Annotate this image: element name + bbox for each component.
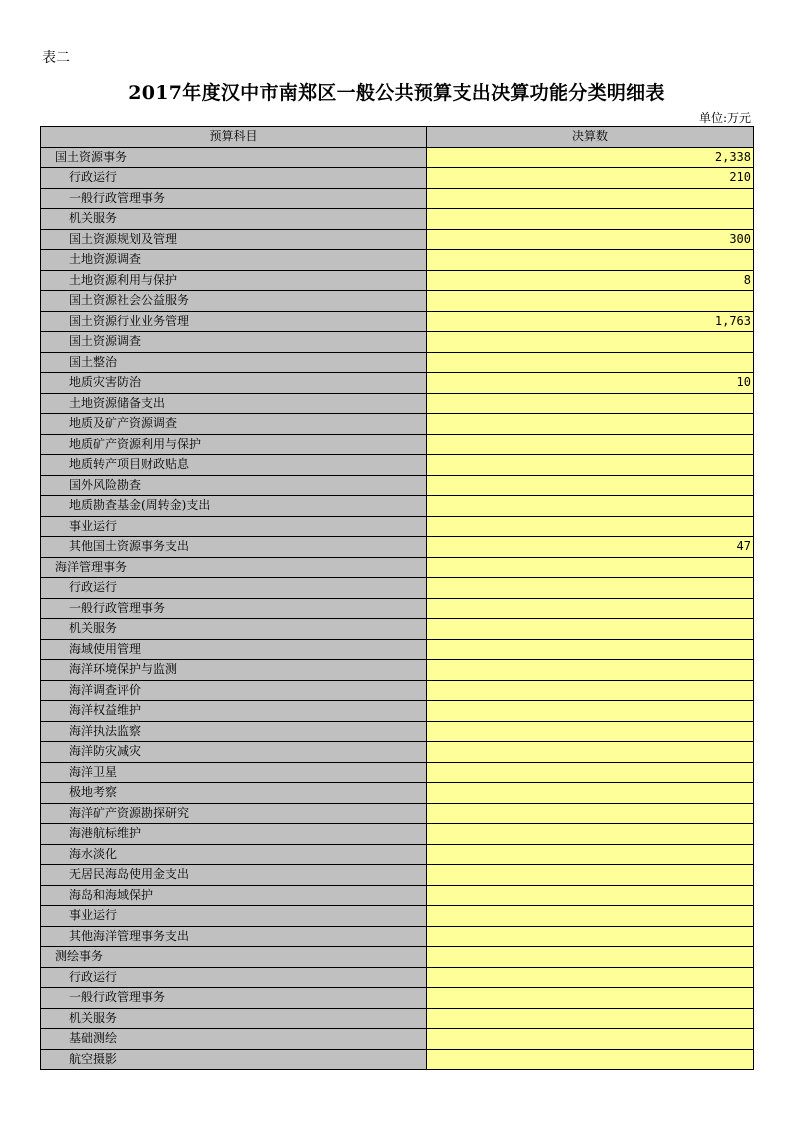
table-row — [41, 844, 754, 865]
table-row — [41, 352, 754, 373]
table-row — [41, 762, 754, 783]
row-amount-cell: 210 — [427, 168, 754, 189]
table-row — [41, 885, 754, 906]
row-subject-cell: 海洋权益维护 — [41, 701, 427, 722]
table-row — [41, 168, 754, 189]
row-subject-cell: 地质及矿产资源调查 — [41, 414, 427, 435]
row-amount-cell — [427, 660, 754, 681]
row-subject-cell: 机关服务 — [41, 1008, 427, 1029]
table-header-row — [41, 127, 754, 148]
row-subject-cell: 机关服务 — [41, 209, 427, 230]
row-subject-cell: 地质勘查基金(周转金)支出 — [41, 496, 427, 517]
row-subject-cell: 国土资源规划及管理 — [41, 229, 427, 250]
row-subject-cell: 海洋卫星 — [41, 762, 427, 783]
row-amount-cell — [427, 701, 754, 722]
row-amount-cell — [427, 598, 754, 619]
table-row — [41, 311, 754, 332]
row-subject-cell: 地质转产项目财政贴息 — [41, 455, 427, 476]
table-row — [41, 660, 754, 681]
row-amount-cell — [427, 1049, 754, 1070]
row-subject-cell: 测绘事务 — [41, 947, 427, 968]
row-subject-cell: 地质矿产资源利用与保护 — [41, 434, 427, 455]
row-subject-cell: 海洋执法监察 — [41, 721, 427, 742]
table-row — [41, 270, 754, 291]
table-row — [41, 434, 754, 455]
row-amount-cell — [427, 885, 754, 906]
row-subject-cell: 其他国土资源事务支出 — [41, 537, 427, 558]
row-subject-cell: 国土资源调查 — [41, 332, 427, 353]
table-row — [41, 188, 754, 209]
table-row — [41, 803, 754, 824]
row-subject-cell: 一般行政管理事务 — [41, 988, 427, 1009]
row-amount-cell: 300 — [427, 229, 754, 250]
row-amount-cell — [427, 988, 754, 1009]
row-amount-cell — [427, 332, 754, 353]
column-header-subject: 预算科目 — [41, 127, 427, 148]
row-amount-cell — [427, 947, 754, 968]
row-subject-cell: 事业运行 — [41, 516, 427, 537]
table-row — [41, 578, 754, 599]
row-subject-cell: 土地资源调查 — [41, 250, 427, 271]
row-subject-cell: 土地资源储备支出 — [41, 393, 427, 414]
table-body — [41, 147, 754, 1070]
row-amount-cell: 8 — [427, 270, 754, 291]
row-subject-cell: 国土整治 — [41, 352, 427, 373]
row-subject-cell: 海洋管理事务 — [41, 557, 427, 578]
row-amount-cell — [427, 680, 754, 701]
row-amount-cell — [427, 762, 754, 783]
table-row — [41, 701, 754, 722]
table-row — [41, 1049, 754, 1070]
row-amount-cell — [427, 393, 754, 414]
row-amount-cell — [427, 639, 754, 660]
row-amount-cell — [427, 352, 754, 373]
table-row — [41, 619, 754, 640]
row-subject-cell: 土地资源利用与保护 — [41, 270, 427, 291]
row-subject-cell: 海水淡化 — [41, 844, 427, 865]
row-amount-cell: 1,763 — [427, 311, 754, 332]
table-row — [41, 947, 754, 968]
row-subject-cell: 行政运行 — [41, 967, 427, 988]
table-row — [41, 537, 754, 558]
table-row — [41, 926, 754, 947]
row-subject-cell: 海域使用管理 — [41, 639, 427, 660]
row-amount-cell — [427, 209, 754, 230]
row-amount-cell — [427, 906, 754, 927]
row-amount-cell — [427, 455, 754, 476]
row-subject-cell: 国外风险勘查 — [41, 475, 427, 496]
row-amount-cell — [427, 496, 754, 517]
row-subject-cell: 海洋调查评价 — [41, 680, 427, 701]
table-row — [41, 598, 754, 619]
row-amount-cell — [427, 1029, 754, 1050]
row-amount-cell — [427, 844, 754, 865]
table-row — [41, 865, 754, 886]
row-subject-cell: 航空摄影 — [41, 1049, 427, 1070]
row-amount-cell — [427, 188, 754, 209]
row-amount-cell — [427, 250, 754, 271]
table-row — [41, 639, 754, 660]
row-amount-cell — [427, 721, 754, 742]
row-amount-cell — [427, 414, 754, 435]
table-row — [41, 1008, 754, 1029]
row-subject-cell: 行政运行 — [41, 578, 427, 599]
row-subject-cell: 一般行政管理事务 — [41, 188, 427, 209]
table-row — [41, 824, 754, 845]
table-row — [41, 1029, 754, 1050]
row-subject-cell: 海洋防灾减灾 — [41, 742, 427, 763]
row-subject-cell: 行政运行 — [41, 168, 427, 189]
table-row — [41, 209, 754, 230]
budget-table — [40, 126, 754, 1070]
table-number-label: 表二 — [42, 50, 70, 66]
row-amount-cell — [427, 578, 754, 599]
row-amount-cell — [427, 865, 754, 886]
row-amount-cell — [427, 619, 754, 640]
table-row — [41, 147, 754, 168]
row-amount-cell: 10 — [427, 373, 754, 394]
row-subject-cell: 基础测绘 — [41, 1029, 427, 1050]
table-row — [41, 291, 754, 312]
unit-label: 单位:万元 — [698, 111, 751, 125]
table-row — [41, 783, 754, 804]
table-row — [41, 988, 754, 1009]
row-subject-cell: 极地考察 — [41, 783, 427, 804]
table-row — [41, 393, 754, 414]
row-amount-cell — [427, 783, 754, 804]
table-row — [41, 332, 754, 353]
row-subject-cell: 国土资源社会公益服务 — [41, 291, 427, 312]
table-row — [41, 906, 754, 927]
row-amount-cell — [427, 434, 754, 455]
row-amount-cell — [427, 475, 754, 496]
row-amount-cell — [427, 291, 754, 312]
table-row — [41, 742, 754, 763]
row-amount-cell — [427, 1008, 754, 1029]
row-subject-cell: 地质灾害防治 — [41, 373, 427, 394]
row-subject-cell: 机关服务 — [41, 619, 427, 640]
row-amount-cell: 2,338 — [427, 147, 754, 168]
table-row — [41, 967, 754, 988]
table-row — [41, 680, 754, 701]
table-row — [41, 475, 754, 496]
row-amount-cell — [427, 926, 754, 947]
table-row — [41, 250, 754, 271]
table-row — [41, 455, 754, 476]
table-row — [41, 557, 754, 578]
row-amount-cell — [427, 557, 754, 578]
row-amount-cell — [427, 516, 754, 537]
table-row — [41, 496, 754, 517]
table-row — [41, 414, 754, 435]
row-subject-cell: 海港航标维护 — [41, 824, 427, 845]
row-subject-cell: 海岛和海域保护 — [41, 885, 427, 906]
row-subject-cell: 事业运行 — [41, 906, 427, 927]
table-row — [41, 721, 754, 742]
table-row — [41, 229, 754, 250]
row-subject-cell: 国土资源事务 — [41, 147, 427, 168]
table-row — [41, 516, 754, 537]
row-subject-cell: 国土资源行业业务管理 — [41, 311, 427, 332]
row-subject-cell: 海洋环境保护与监测 — [41, 660, 427, 681]
row-amount-cell — [427, 803, 754, 824]
table-row — [41, 373, 754, 394]
column-header-amount: 决算数 — [427, 127, 754, 148]
row-amount-cell: 47 — [427, 537, 754, 558]
row-subject-cell: 一般行政管理事务 — [41, 598, 427, 619]
row-amount-cell — [427, 967, 754, 988]
row-amount-cell — [427, 742, 754, 763]
row-subject-cell: 其他海洋管理事务支出 — [41, 926, 427, 947]
row-amount-cell — [427, 824, 754, 845]
row-subject-cell: 无居民海岛使用金支出 — [41, 865, 427, 886]
row-subject-cell: 海洋矿产资源勘探研究 — [41, 803, 427, 824]
page-title: 2017年度汉中市南郑区一般公共预算支出决算功能分类明细表 — [128, 82, 665, 104]
